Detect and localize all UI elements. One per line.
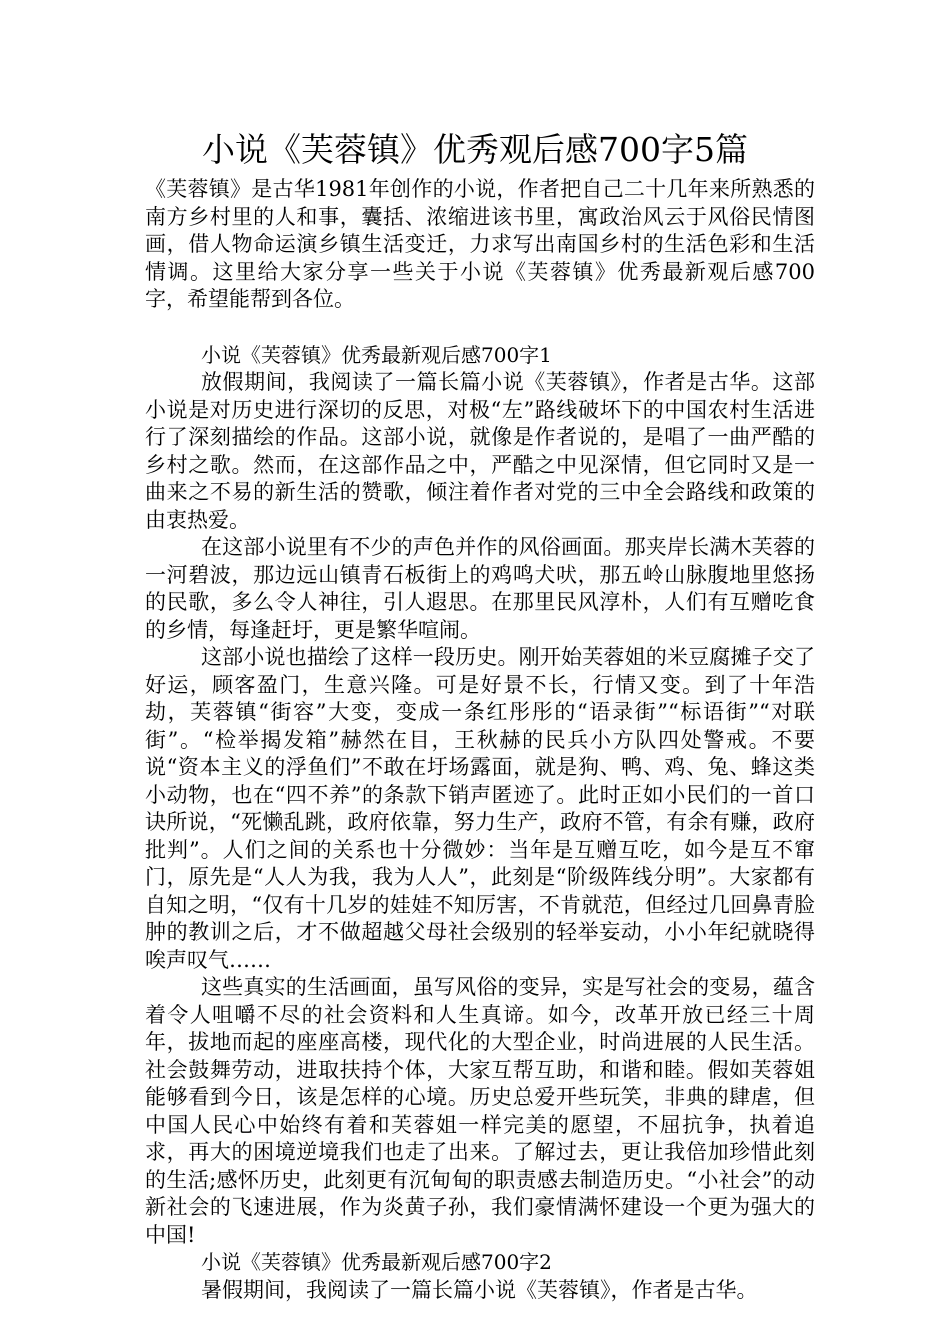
document-body (145, 176, 815, 1304)
intro-paragraph: 《芙蓉镇》是古华1981年创作的小说，作者把自己二十几年来所熟悉的南方乡村里的人和事，囊括、浓缩进该书里，寓政治风云于风俗民情图画，借人物命运演乡镇生活变迁，力求写出南国乡村的生活色彩和生活情调。这里给大家分享一些关于小说《芙蓉镇》优秀最新观后感700字，希望能帮到各位。 (145, 177, 815, 311)
section-1-paragraph-2: 在这部小说里有不少的声色并作的风俗画面。那夹岸长满木芙蓉的一河碧波，那边远山镇青石板街上的鸡鸣犬吠，那五岭山脉腹地里悠扬的民歌，多么令人神往，引人遐思。在那里民风淳朴，人们有互赠吃食的乡情，每逢赶圩，更是繁华喧闹。 (145, 535, 815, 642)
section-1-paragraph-3: 这部小说也描绘了这样一段历史。刚开始芙蓉姐的米豆腐摊子交了好运，顾客盈门，生意兴隆。可是好景不长，行情又变。到了十年浩劫，芙蓉镇“街容”大变，变成一条红彤彤的“语录街”“标语街”“对联街”。“检举揭发箱”赫然在目，王秋赫的民兵小方队四处警戒。不要说“资本主义的浮鱼们”不敢在圩场露面，就是狗、鸭、鸡、兔、蜂这类小动物，也在“四不养”的条款下销声匿迹了。此时正如小民们的一首口诀所说，“死懒乱跳，政府依靠，努力生产，政府不管，有余有赚，政府批判”。人们之间的关系也十分微妙：当年是互赠互吃，如今是互不窜门，原先是“人人为我，我为人人”，此刻是“阶级阵线分明”。大家都有自知之明，“仅有十几岁的娃娃不知厉害，不肯就范，但经过几回鼻青脸肿的教训之后，才不做超越父母社会级别的轻举妄动，小小年纪就晓得唉声叹气…… (145, 645, 815, 972)
section-spacer (145, 314, 815, 342)
document-title: 小说《芙蓉镇》优秀观后感700字5篇 (202, 130, 748, 169)
section-2-paragraph-1: 暑假期间，我阅读了一篇长篇小说《芙蓉镇》，作者是古华。 (201, 1277, 758, 1302)
section-1-paragraph-4: 这些真实的生活画面，虽写风俗的变异，实是写社会的变易，蕴含着令人咀嚼不尽的社会资料和人生真谛。如今，改革开放已经三十周年，拔地而起的座座高楼，现代化的大型企业，时尚进展的人民生活。社会鼓舞劳动，进取扶持个体，大家互帮互助，和谐和睦。假如芙蓉姐能够看到今日，该是怎样的心境。历史总爱开些玩笑，非典的肆虐，但中国人民心中始终有着和芙蓉姐一样完美的愿望，不屈抗争，执着追求，再大的困境逆境我们也走了出来。了解过去，更让我倍加珍惜此刻的生活;感怀历史，此刻更有沉甸甸的职责感去制造历史。“小社会”的动新社会的飞速进展，作为炎黄子孙，我们豪情满怀建设一个更为强大的中国! (145, 975, 815, 1247)
section-heading-1: 小说《芙蓉镇》优秀最新观后感700字1 (201, 342, 552, 367)
section-1-paragraph-1: 放假期间，我阅读了一篇长篇小说《芙蓉镇》，作者是古华。这部小说是对历史进行深切的反思，对极“左”路线破坏下的中国农村生活进行了深刻描绘的作品。这部小说，就像是作者说的，是唱了一曲严酷的乡村之歌。然而，在这部作品之中，严酷之中见深情，但它同时又是一曲来之不易的新生活的赞歌，倾注着作者对党的三中全会路线和政策的由衷热爱。 (145, 370, 815, 532)
section-heading-2: 小说《芙蓉镇》优秀最新观后感700字2 (201, 1250, 552, 1274)
